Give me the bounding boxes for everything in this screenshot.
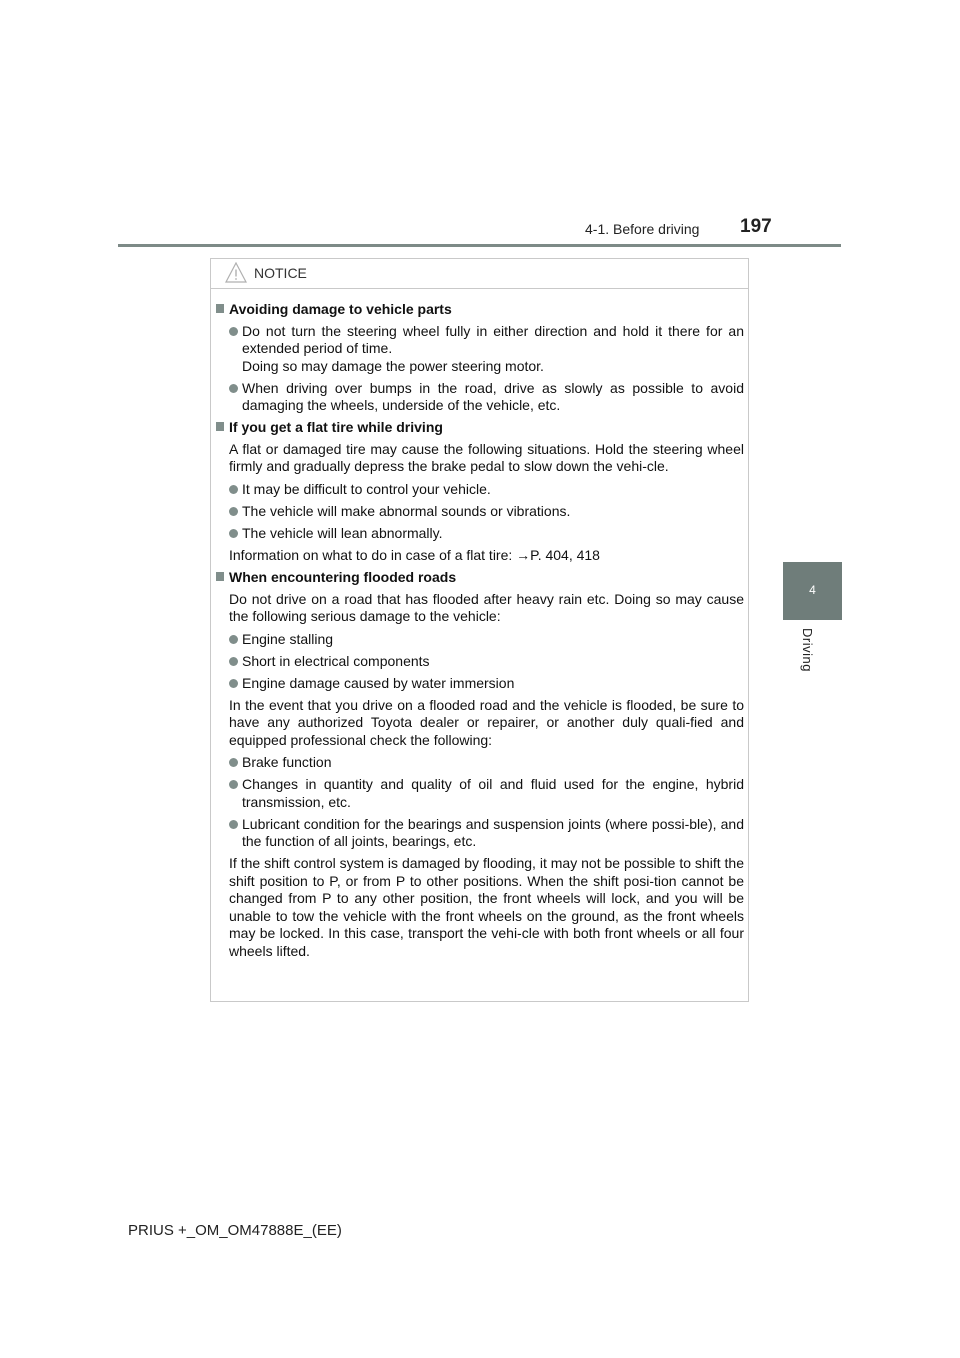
list-item-text: Engine stalling [242,630,334,647]
square-bullet-icon [216,422,224,431]
list-item-text: The vehicle will make abnormal sounds or vibrations. [242,502,571,519]
list-item [229,653,744,671]
section-title: When encountering flooded roads [229,569,457,585]
list-item [229,525,744,543]
list-item [229,380,744,415]
list-item-text: Doing so may damage the power steering motor. [242,357,544,374]
list-item [229,675,744,693]
bullet-dot-icon [229,820,238,829]
page-reference: Information on what to do in case of a flat tire: →P. 404, 418 [229,546,600,563]
list-item [229,776,744,811]
notice-section-vehicle-parts [211,301,750,415]
notice-content [211,301,750,965]
notice-section-flat-tire [211,419,750,564]
list-item-text: Changes in quantity and quality of oil and fluid used for the engine, hybrid transmission, etc. [242,776,744,810]
bullet-dot-icon [229,679,238,688]
notice-header [211,259,748,289]
notice-box [210,258,749,1002]
bullet-dot-icon [229,327,238,336]
list-item [229,631,744,649]
list-item [229,503,744,521]
list-item [229,754,744,772]
bullet-dot-icon [229,485,238,494]
list-item [229,323,744,376]
bullet-dot-icon [229,384,238,393]
bullet-dot-icon [229,507,238,516]
paragraph: If the shift control system is damaged by flooding, it may not be possible to shift the shift position to P, or from P to other positions. When the shift posi-tion cannot be changed from P to any other position, the front wheels will lock, and you will be unable to tow the vehicle with the front wheels on the ground, as the front wheels may be locked. In this case, transport the vehi-cle with both front wheels or all four wheels lifted. [229,855,744,959]
paragraph: In the event that you drive on a flooded road and the vehicle is flooded, be sure to have any authorized Toyota dealer or repairer, or another duly quali-fied and equipped professional check the following: [229,696,744,748]
list-item [229,816,744,851]
list-item-text: When driving over bumps in the road, drive as slowly as possible to avoid damaging the wheels, underside of the vehicle, etc. [242,379,744,413]
square-bullet-icon [216,304,224,313]
section-title: Avoiding damage to vehicle parts [229,301,452,317]
bullet-dot-icon [229,758,238,767]
paragraph: A flat or damaged tire may cause the following situations. Hold the steering wheel firmly and gradually depress the brake pedal to slow down the vehi-cle. [229,440,744,474]
list-item-text: It may be difficult to control your vehicle. [242,480,491,497]
list-item-text: Lubricant condition for the bearings and suspension joints (where possi-ble), and the function of all joints, bearings, etc. [242,815,744,849]
chapter-tab-label: Driving [800,628,815,672]
bullet-dot-icon [229,657,238,666]
notice-section-flooded-roads [211,569,750,960]
section-title: If you get a flat tire while driving [229,419,443,435]
list-item-text: Brake function [242,754,332,770]
list-item-text: Engine damage caused by water immersion [242,674,515,691]
header-rule [118,244,841,247]
list-item-text: Short in electrical components [242,652,430,669]
chapter-tab-number: 4 [809,583,816,597]
page-number: 197 [740,216,772,237]
bullet-dot-icon [229,780,238,789]
paragraph: Do not drive on a road that has flooded after heavy rain etc. Doing so may cause the following serious damage to the vehicle: [229,590,744,624]
bullet-dot-icon [229,635,238,644]
footer-document-id: PRIUS +_OM_OM47888E_(EE) [128,1222,342,1239]
chapter-tab [783,562,842,620]
list-item-text: The vehicle will lean abnormally. [242,524,443,541]
header-section-title: 4-1. Before driving [585,221,700,237]
notice-title: NOTICE [254,265,307,281]
square-bullet-icon [216,572,224,581]
warning-icon [225,262,247,288]
list-item [229,481,744,499]
bullet-dot-icon [229,529,238,538]
list-item-text: Do not turn the steering wheel fully in either direction and hold it there for an extended period of time. [242,322,744,356]
